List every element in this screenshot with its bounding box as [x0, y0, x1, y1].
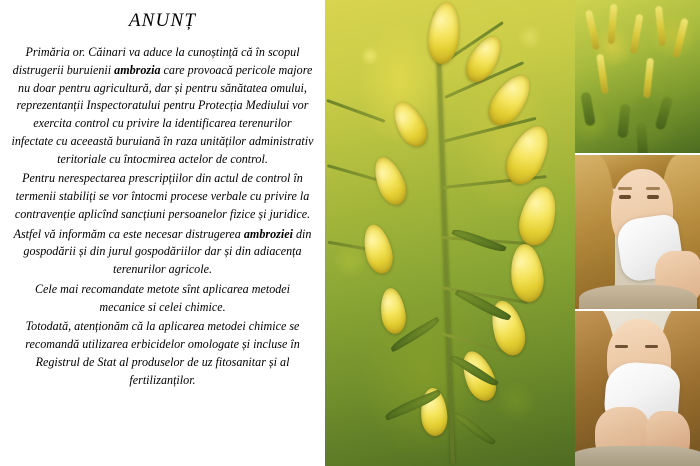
girl-with-tissue-photo	[575, 155, 700, 310]
text-run: Totodată, atenționăm că la aplicarea metodei chimice se recomandă utilizarea erbicidelor omologate și incluse în Registrul de Stat al produselor de uz fitosanitar și al fertilizanților.	[25, 319, 300, 387]
bush-shadow-leaf	[617, 104, 630, 139]
eye	[619, 195, 631, 199]
flower-spray	[608, 4, 618, 44]
text-run: Astfel vă informăm ca este necesar distrugerea	[13, 226, 244, 241]
paragraph-1	[12, 44, 314, 168]
bush-shadow-leaf	[580, 91, 596, 126]
paragraph-4	[12, 281, 314, 317]
paragraph-2	[12, 170, 314, 223]
announcement-text-column	[0, 0, 325, 466]
flower-spray	[672, 18, 688, 59]
flower-spray	[630, 14, 644, 55]
side-photo-stack	[575, 0, 700, 466]
flower-spray	[585, 10, 600, 51]
text-run: care provoacă pericole majore nu doar pentru agricultură, dar și pentru sănătatea omului, reprezentanții Inspectoratului pentru Protecția Mediului vor exercita control cu privire la identificarea terenurilor infectate cu aceeastă buruiană în raza unităților administrativ teritoriale cu întocmirea actelor de control.	[11, 62, 314, 166]
shoulder	[579, 285, 697, 311]
person-blowing-nose-photo	[575, 311, 700, 466]
ambrosia-bush-photo	[575, 0, 700, 155]
eye	[615, 345, 628, 348]
flower-spray	[655, 6, 666, 47]
emphasis-term: ambrozia	[114, 62, 161, 77]
shoulder	[575, 446, 700, 466]
flower-spray	[596, 54, 608, 95]
emphasis-term: ambroziei	[243, 226, 293, 241]
eyebrow	[646, 187, 660, 190]
page-title: ANUNȚ	[128, 10, 197, 31]
bush-shadow-leaf	[655, 95, 674, 130]
text-run: Pentru nerespectarea prescripțiilor din actul de control în termenii stabiliți se vor întocmi procese verbale cu privire la contravenție aplicînd sancțiuni persoanelor fizice și juridice.	[14, 171, 311, 221]
eye	[647, 195, 659, 199]
paragraph-5	[12, 318, 314, 389]
eye	[645, 345, 658, 348]
bush-shadow-leaf	[636, 122, 648, 156]
ambrosia-goldenrod-plant-photo	[325, 0, 575, 466]
paragraph-3	[12, 226, 314, 279]
text-run: Cele mai recomandate metote sînt aplicarea metodei mecanice si celei chimice.	[34, 281, 291, 314]
text-run: din gospodării și din jurul gospodăriilor dar și din adiacența terenurilor agricole.	[23, 226, 312, 277]
eyebrow	[618, 187, 632, 190]
flower-spray	[643, 58, 654, 99]
text-run: Primăria or. Căinari va aduce la cunoștință că în scopul distrugerii buruienii	[12, 45, 300, 77]
